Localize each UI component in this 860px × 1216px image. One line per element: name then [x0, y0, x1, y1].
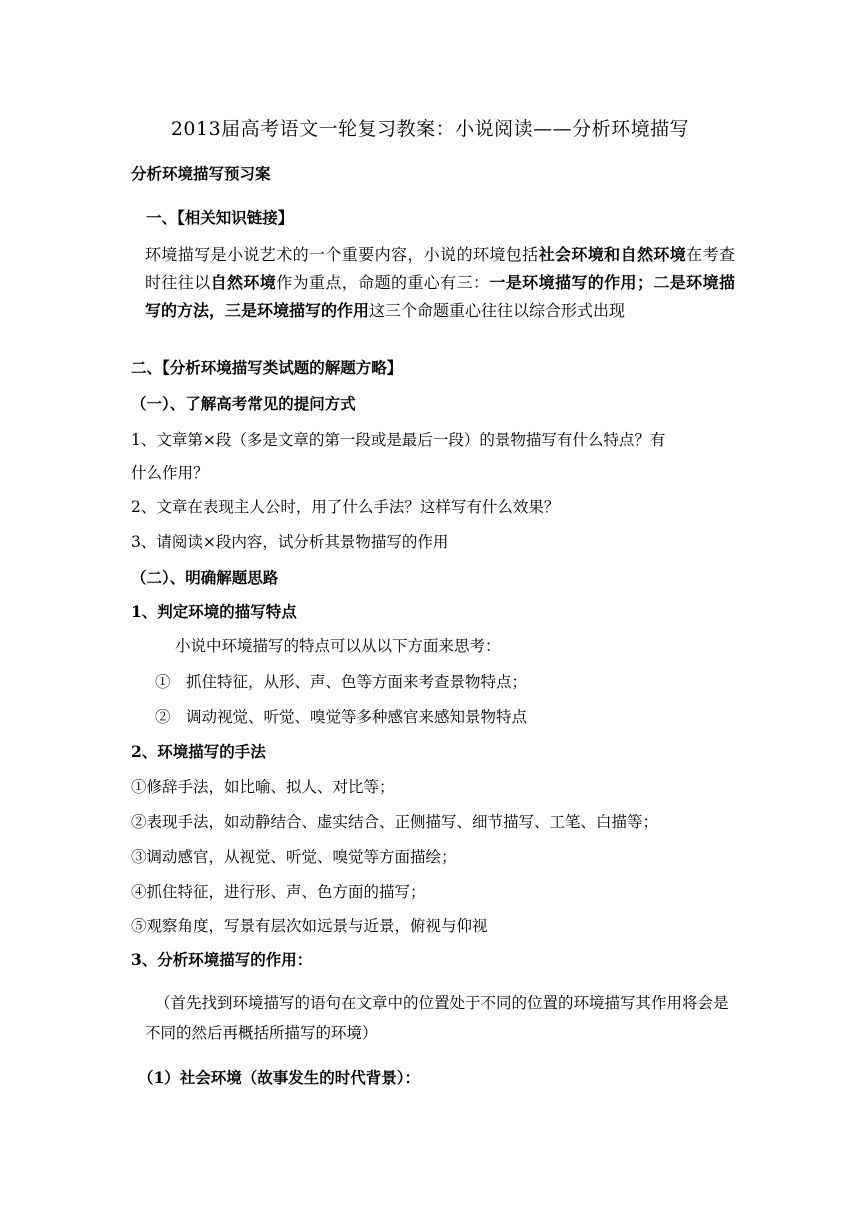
document-title: 2013届高考语文一轮复习教案：小说阅读——分析环境描写	[170, 118, 690, 140]
para-text: 环境描写是小说艺术的一个重要内容，小说的环境包括	[145, 245, 539, 264]
para-bold-text: 社会环境和自然环境	[538, 245, 687, 264]
step1-item: ① 抓住特征，从形、声、色等方面来考查景物特点；	[155, 673, 528, 691]
sub1-heading: （一）、了解高考常见的提问方式	[131, 394, 356, 413]
step2-item: ④抓住特征，进行形、声、色方面的描写；	[131, 883, 426, 901]
question-1a: 1、文章第×段（多是文章的第一段或是最后一段）的景物描写有什么特点？有	[131, 431, 666, 449]
section-preview-heading: 分析环境描写预习案	[131, 164, 271, 183]
para-bold-text: 一是环境描写的作用；二是环境描写的方法，三是环境描写的作用	[145, 273, 735, 320]
step2-item: ①修辞手法，如比喻、拟人、对比等；	[131, 778, 395, 796]
step2-item: ②表现手法，如动静结合、虚实结合、正侧描写、细节描写、工笔、白描等；	[131, 813, 659, 831]
sub2-heading: （二）、明确解题思路	[131, 568, 279, 587]
part2-heading: 二、【分析环境描写类试题的解题方略】	[131, 358, 403, 377]
step1-item: ② 调动视觉、听觉、嗅觉等多种感官来感知景物特点	[155, 708, 528, 726]
step2-heading: 2、环境描写的手法	[131, 742, 266, 761]
para-text: 在考查时往往以	[145, 245, 735, 292]
part1-paragraph	[145, 241, 735, 325]
step3-heading: 3、分析环境描写的作用：	[131, 950, 313, 969]
social-env-heading: （1）社会环境（故事发生的时代背景）：	[138, 1068, 421, 1087]
question-3: 3、请阅读×段内容，试分析其景物描写的作用	[131, 533, 449, 551]
question-2: 2、文章在表现主人公时，用了什么手法？这样写有什么效果？	[131, 498, 560, 516]
para-text: 作为重点，命题的重心有三：	[276, 273, 490, 292]
para-text: 这三个命题重心往往以综合形式出现	[369, 301, 626, 320]
step1-heading: 1、判定环境的描写特点	[131, 602, 297, 621]
step3-note: （首先找到环境描写的语句在文章中的位置处于不同的位置的环境描写其作用将会是不同的然后再概括所描写的环境）	[145, 994, 729, 1042]
step2-item: ③调动感官，从视觉、听觉、嗅觉等方面描绘；	[131, 848, 457, 866]
question-1b: 什么作用？	[131, 464, 209, 482]
step1-intro: 小说中环境描写的特点可以从以下方面来思考：	[175, 637, 501, 655]
para-bold-text: 自然环境	[210, 273, 277, 292]
part1-heading: 一、【相关知识链接】	[146, 208, 294, 227]
step2-item: ⑤观察角度，写景有层次如远景与近景，俯视与仰视	[131, 917, 488, 935]
